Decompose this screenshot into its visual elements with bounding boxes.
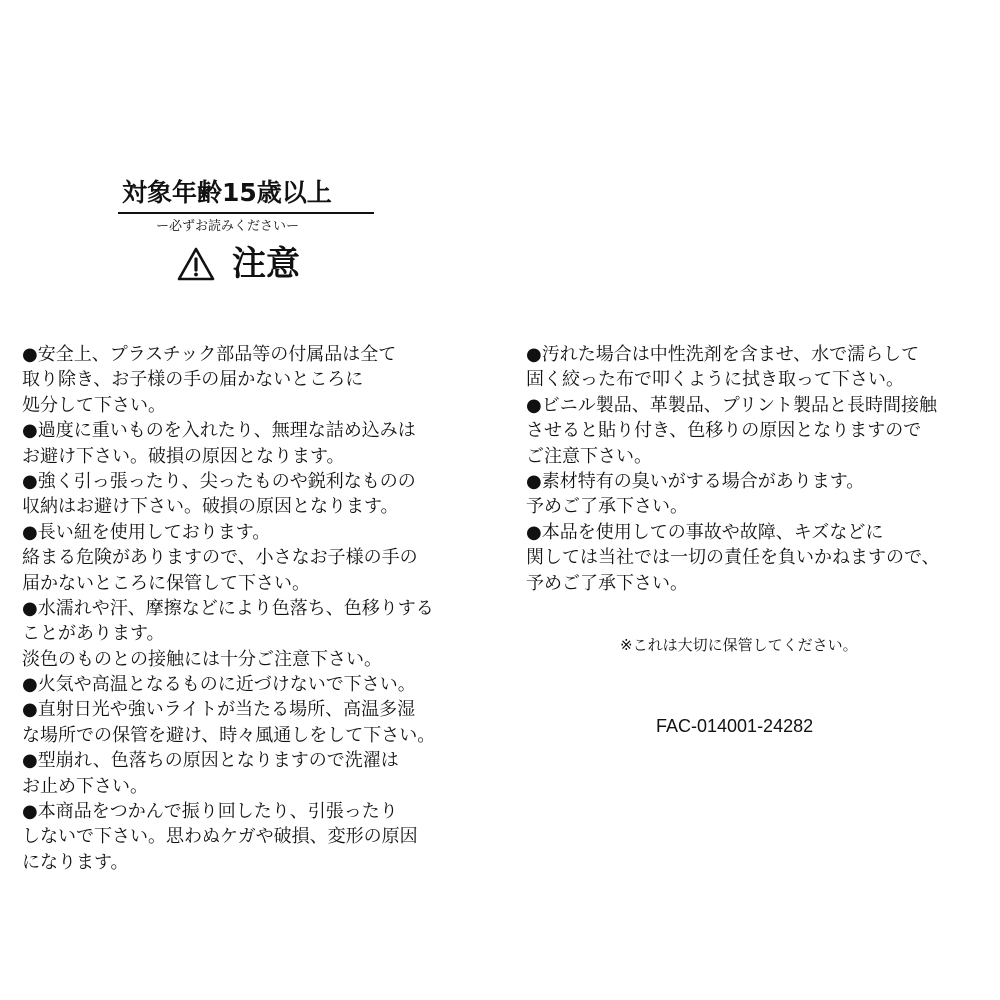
caution-line: 予めご了承下さい。 (526, 572, 688, 594)
caution-line: ●本商品をつかんで振り回したり、引張ったり (22, 801, 398, 823)
caution-line: な場所での保管を避け、時々風通しをして下さい。 (22, 724, 436, 746)
caution-line: ●本品を使用しての事故や故障、キズなどに (526, 521, 884, 543)
caution-line: 淡色のものとの接触には十分ご注意下さい。 (22, 648, 382, 670)
caution-title: 注意 (232, 244, 300, 284)
caution-line: ●汚れた場合は中性洗剤を含ませ、水で濡らして (526, 344, 920, 365)
product-code: FAC-014001-24282 (656, 716, 814, 736)
caution-line: ●火気や高温となるものに近づけないで下さい。 (22, 674, 416, 696)
caution-line: お止め下さい。 (22, 775, 148, 797)
caution-heading (118, 242, 378, 286)
caution-line: 取り除き、お子様の手の届かないところに (22, 369, 364, 391)
caution-line: ご注意下さい。 (526, 445, 652, 467)
caution-line: ●水濡れや汗、摩擦などにより色落ち、色移りする (22, 597, 434, 619)
caution-line: しないで下さい。思わぬケガや破損、変形の原因 (22, 826, 418, 848)
caution-line: 予めご了承下さい。 (526, 496, 688, 518)
caution-line: ●過度に重いものを入れたり、無理な詰め込みは (22, 420, 416, 442)
caution-line: ●素材特有の臭いがする場合があります。 (526, 470, 865, 492)
caution-line: 固く絞った布で叩くように拭き取って下さい。 (526, 369, 904, 391)
caution-line: お避け下さい。破損の原因となります。 (22, 445, 345, 467)
caution-line: ●強く引っ張ったり、尖ったものや鋭利なものの (22, 470, 416, 492)
caution-line: させると貼り付き、色移りの原因となりますので (526, 420, 922, 442)
header-underline (118, 212, 374, 214)
caution-line: 収納はお避け下さい。破損の原因となります。 (22, 496, 399, 518)
caution-line: ●直射日光や強いライトが当たる場所、高温多湿 (22, 699, 416, 721)
caution-line: 絡まる危険がありますので、小さなお子様の手の (22, 547, 418, 569)
caution-line: になります。 (22, 851, 129, 873)
caution-line: 処分して下さい。 (22, 394, 166, 416)
caution-line: ことがあります。 (22, 623, 165, 645)
read-notice: ー必ずお読みくださいー (156, 219, 300, 234)
target-age-label: 対象年齢15歳以上 (122, 178, 332, 207)
caution-line: 関しては当社では一切の責任を負いかねますので、 (526, 547, 940, 569)
caution-line: ●長い紐を使用しております。 (22, 521, 271, 543)
caution-line: ●ビニル製品、革製品、プリント製品と長時間接触 (526, 394, 937, 416)
warning-triangle-icon (176, 246, 216, 282)
caution-list-left (22, 342, 492, 875)
caution-list-right (526, 342, 986, 596)
caution-line: ●型崩れ、色落ちの原因となりますので洗濯は (22, 750, 399, 772)
caution-line: 届かないところに保管して下さい。 (22, 572, 310, 594)
keep-note: ※これは大切に保管してください。 (620, 636, 858, 654)
warning-header (118, 176, 378, 286)
caution-line: ●安全上、プラスチック部品等の付属品は全て (22, 344, 397, 365)
